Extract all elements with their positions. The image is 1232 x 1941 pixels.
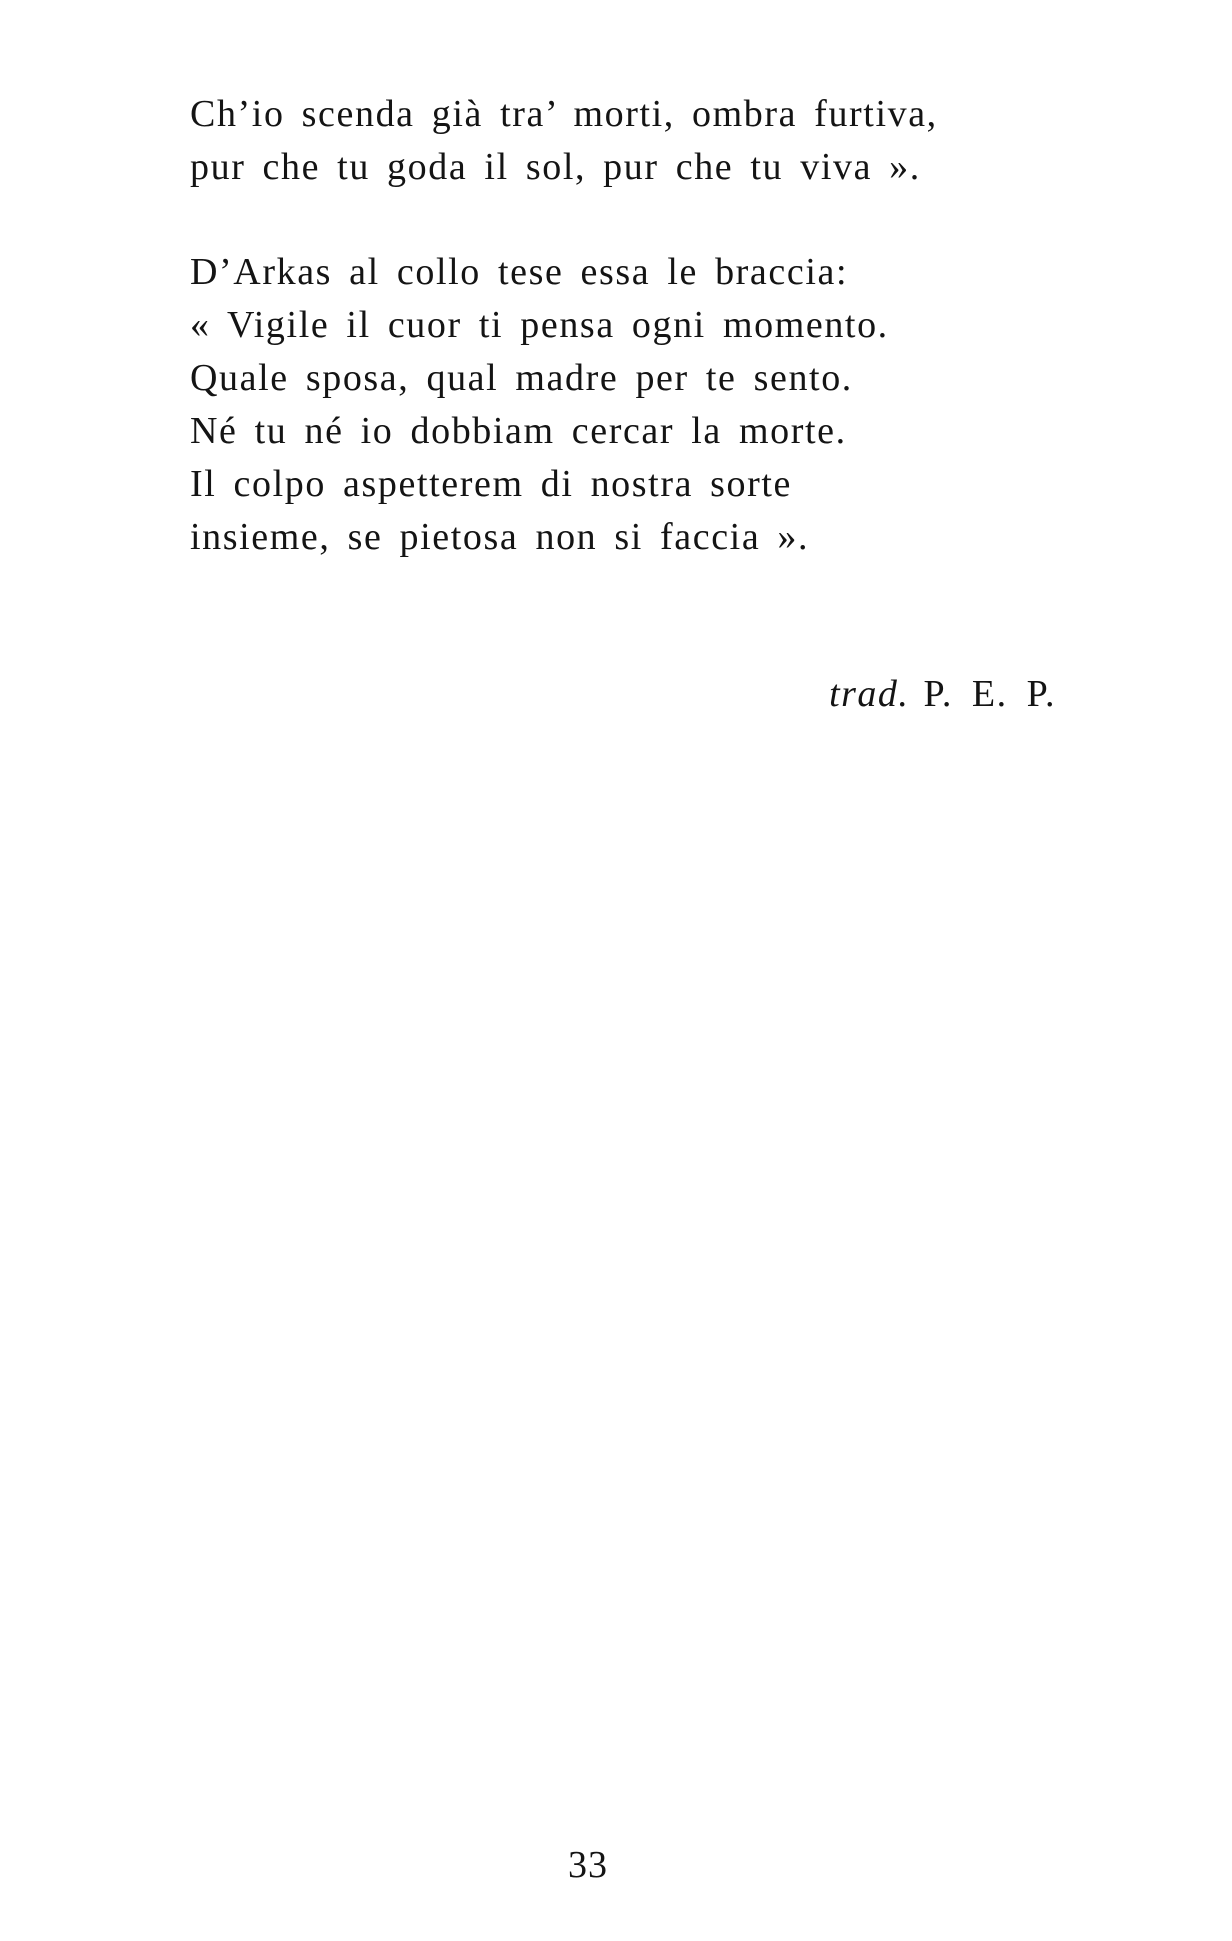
verse-line: Ch’io scenda già tra’ morti, ombra furtiva, [190,93,938,135]
verse-line: pur che tu goda il sol, pur che tu viva ». [190,146,921,188]
verse-line: Né tu né io dobbiam cercar la morte. [190,410,847,452]
translation-prefix: trad. [829,673,910,715]
verse-line: « Vigile il cuor ti pensa ogni momento. [190,304,889,346]
verse-line: Quale sposa, qual madre per te sento. [190,357,853,399]
translator-attribution [829,668,1056,721]
verse-line: insieme, se pietosa non si faccia ». [190,516,810,558]
verse-line: Il colpo aspetterem di nostra sorte [190,463,793,505]
translator-initials: P. E. P. [923,673,1056,715]
verse-line: D’Arkas al collo tese essa le braccia: [190,251,849,293]
poem-stanza-2 [190,246,889,564]
page-number: 33 [568,1844,608,1886]
poem-stanza-1 [190,88,938,194]
